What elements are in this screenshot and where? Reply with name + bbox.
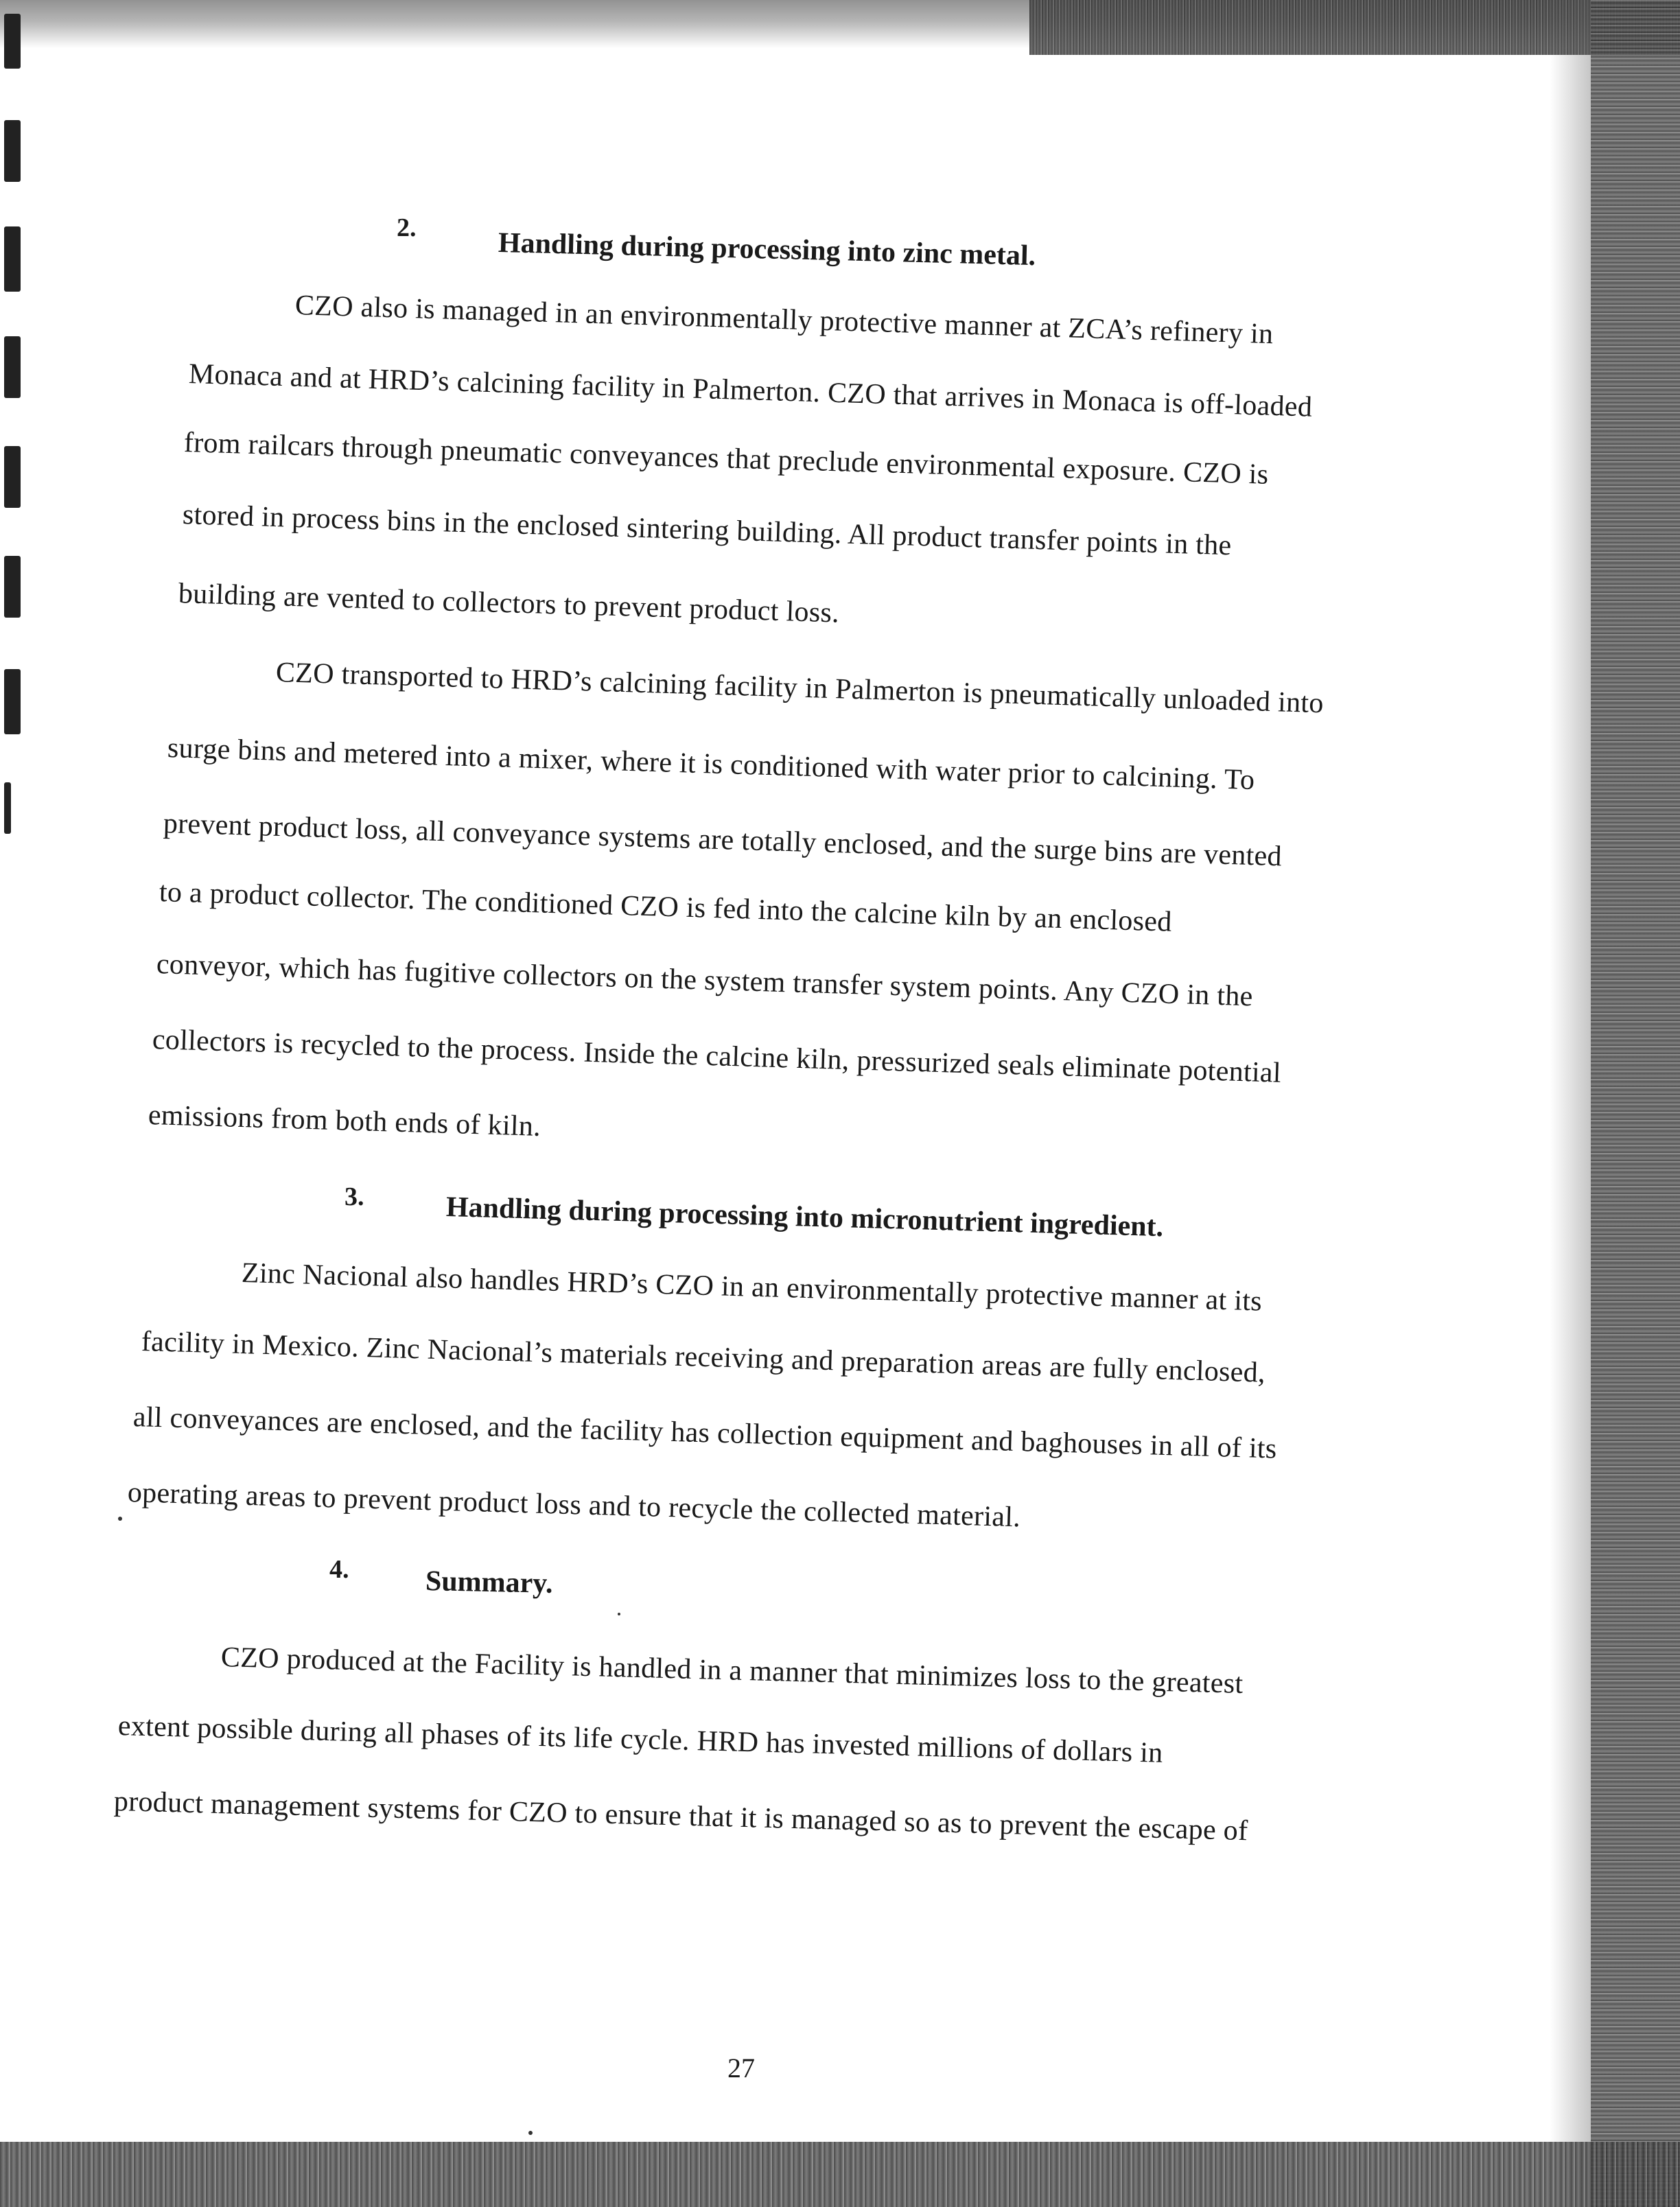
body-line: CZO also is managed in an environmentally protective manner at ZCA’s refinery in bbox=[294, 290, 1274, 351]
body-line: collectors is recycled to the process. Inside the calcine kiln, pressurized seals eliminate potential bbox=[152, 1024, 1282, 1089]
section-4-heading: Summary. bbox=[425, 1565, 553, 1600]
page-number: 27 bbox=[727, 2053, 755, 2083]
section-2-heading: Handling during processing into zinc metal. bbox=[498, 227, 1036, 272]
body-line: prevent product loss, all conveyance systems are totally enclosed, and the surge bins are vented bbox=[163, 808, 1283, 873]
binder-mark bbox=[4, 120, 21, 182]
body-line: emissions from both ends of kiln. bbox=[148, 1099, 541, 1143]
binder-mark bbox=[4, 669, 21, 734]
scan-noise-right bbox=[1591, 0, 1680, 2207]
scan-speck bbox=[528, 2131, 533, 2135]
body-line: building are vented to collectors to prevent product loss. bbox=[178, 578, 840, 629]
scan-shadow-right bbox=[1550, 0, 1591, 2207]
section-4-number: 4. bbox=[329, 1555, 349, 1584]
binder-mark bbox=[4, 336, 21, 398]
body-line: CZO transported to HRD’s calcining facility in Palmerton is pneumatically unloaded into bbox=[275, 657, 1325, 720]
body-line: surge bins and metered into a mixer, where it is conditioned with water prior to calcining. To bbox=[167, 732, 1255, 797]
body-line: facility in Mexico. Zinc Nacional’s materials receiving and preparation areas are fully enclosed, bbox=[141, 1326, 1266, 1389]
body-line: CZO produced at the Facility is handled in a manner that minimizes loss to the greatest bbox=[220, 1642, 1244, 1700]
body-line: operating areas to prevent product loss and to recycle the collected material. bbox=[127, 1477, 1021, 1534]
body-line: product management systems for CZO to ensure that it is managed so as to prevent the escape of bbox=[113, 1786, 1248, 1847]
scan-speck bbox=[118, 1517, 122, 1521]
body-line: all conveyances are enclosed, and the facility has collection equipment and baghouses in all of its bbox=[132, 1401, 1278, 1465]
binder-mark bbox=[4, 226, 21, 292]
body-line: stored in process bins in the enclosed sintering building. All product transfer points in the bbox=[182, 499, 1233, 562]
body-line: Monaca and at HRD’s calcining facility in Palmerton. CZO that arrives in Monaca is off-loaded bbox=[188, 358, 1313, 423]
body-line: from railcars through pneumatic conveyances that preclude environmental exposure. CZO is bbox=[183, 427, 1270, 491]
body-line: Zinc Nacional also handles HRD’s CZO in an environmentally protective manner at its bbox=[241, 1257, 1263, 1318]
body-line: extent possible during all phases of its life cycle. HRD has invested millions of dollars in bbox=[117, 1710, 1164, 1769]
section-3-heading: Handling during processing into micronutrient ingredient. bbox=[445, 1191, 1164, 1243]
section-2-number: 2. bbox=[397, 213, 417, 242]
binder-mark bbox=[4, 782, 11, 834]
binder-mark bbox=[4, 14, 21, 69]
binder-mark bbox=[4, 446, 21, 508]
binder-mark bbox=[4, 556, 21, 618]
scan-noise-bottom bbox=[0, 2142, 1680, 2207]
body-line: to a product collector. The conditioned CZO is fed into the calcine kiln by an enclosed bbox=[159, 876, 1173, 938]
section-3-number: 3. bbox=[345, 1182, 364, 1211]
scan-speck bbox=[618, 1613, 620, 1615]
body-line: conveyor, which has fugitive collectors on the system transfer system points. Any CZO in the bbox=[156, 948, 1254, 1013]
